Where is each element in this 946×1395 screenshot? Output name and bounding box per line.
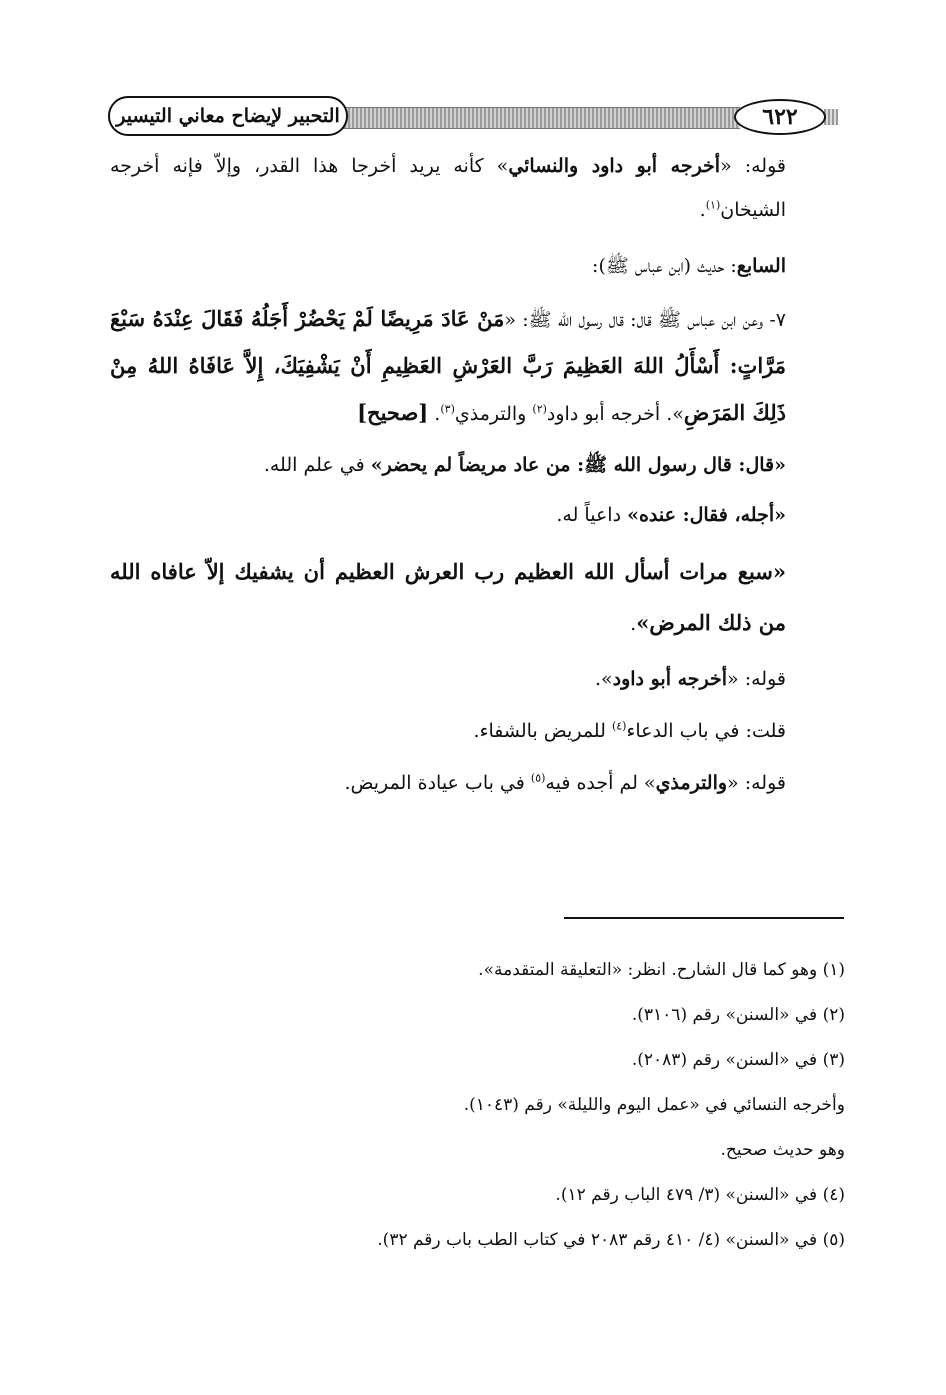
bold-run: أخرجه أبو داود والنسائي (508, 155, 721, 177)
footnote-ref-5: (٥) (530, 771, 546, 785)
bold-run: «قال: قال رسول الله ﷺ: من عاد مريضاً لم يحضر» (370, 454, 786, 476)
bold-run: «سبع مرات أسأل الله العظيم رب العرش العظيم أن يشفيك إلاّ عافاه الله من ذلك المرض» (110, 559, 786, 635)
footnote-4: (٤) في «السنن» (٣/ ٤٧٩ الباب رقم ١٢). (555, 1185, 845, 1205)
hadith-grade: [صحيح] (357, 400, 429, 425)
text-run: قوله: « (727, 668, 786, 690)
text-run: . (428, 403, 441, 425)
text-run: : حديث (ابن عباس ﷺ): (592, 255, 737, 277)
page-header (108, 95, 838, 141)
text-run: قوله: « (727, 772, 786, 794)
footnote-ref-3: (٣) (440, 402, 455, 416)
text-run: . (699, 199, 706, 221)
header-ornament-band (340, 107, 740, 129)
text-run: . (630, 613, 637, 635)
text-run: ». (594, 668, 613, 690)
section-label: السابع (736, 255, 786, 277)
text-run: داعياً له. (556, 504, 628, 526)
main-text (110, 144, 838, 805)
footnote-1: (١) وهو كما قال الشارح. انظر: «التعليقة المتقدمة». (478, 960, 845, 980)
text-run: قلت: في باب الدعاء (626, 720, 786, 742)
footnote-divider (564, 917, 844, 919)
text-run: ٧- وعن ابن عباس ﷺ قال: قال رسول الله ﷺ: « (504, 309, 786, 331)
bold-run: أخرجه أبو داود (612, 668, 728, 690)
header-ornament-tail (824, 109, 838, 125)
commentary-6 (110, 761, 838, 805)
commentary-4 (110, 657, 838, 701)
commentary-1 (110, 443, 838, 487)
footnote-ref-1: (١) (705, 198, 721, 212)
footnote-3-grade: وهو حديث صحيح. (720, 1140, 845, 1160)
footnote-3: (٣) في «السنن» رقم (٢٠٨٣). (631, 1050, 845, 1070)
footnote-ref-4: (٤) (611, 719, 627, 733)
text-run: قوله: « (720, 155, 786, 177)
hadith-paragraph (110, 296, 838, 437)
text-run: للمريض بالشفاء. (473, 720, 612, 742)
book-title: التحبير لإيضاح معاني التيسير (108, 96, 348, 136)
bold-run: «أجله، فقال: عنده» (627, 504, 786, 526)
bold-run: والترمذي (655, 772, 728, 794)
text-run: في علم الله. (263, 454, 371, 476)
commentary-5 (110, 709, 838, 753)
footnote-5: (٥) في «السنن» (٤/ ٤١٠ رقم ٢٠٨٣ في كتاب الطب باب رقم ٣٢). (377, 1230, 845, 1250)
text-run: والترمذي (454, 403, 533, 425)
text-run: في باب عيادة المريض. (344, 772, 531, 794)
text-run: » كأنه يريد أخرجا هذا القدر، وإلاّ فإنه أخرجه الشيخان (110, 155, 786, 221)
text-run: » لم أجده فيه (545, 772, 656, 794)
footnote-2: (٢) في «السنن» رقم (٣١٠٦). (631, 1005, 845, 1025)
text-run: ». أخرجه أبو داود (546, 403, 684, 425)
footnote-3-extra: وأخرجه النسائي في «عمل اليوم والليلة» رقم (١٠٤٣). (463, 1095, 845, 1115)
commentary-3 (110, 547, 838, 649)
paragraph-1 (110, 144, 838, 232)
commentary-2 (110, 493, 838, 537)
footnote-ref-2: (٢) (532, 402, 547, 416)
page-number: ٦٢٢ (734, 99, 826, 135)
section-heading (110, 244, 838, 288)
hadith-text: مَنْ عَادَ مَرِيضًا لَمْ يَحْضُرْ أَجَلُهُ فَقَالَ عِنْدَهُ سَبْعَ مَرَّاتٍ: أَسْأَلُ اللهَ العَظِيمَ رَبَّ العَرْشِ العَظِيمِ أَنْ يَشْفِيَكَ، إِلاَّ عَافَاهُ اللهُ مِنْ ذَلِكَ المَرَضِ (110, 306, 786, 425)
footnotes (110, 948, 845, 1263)
